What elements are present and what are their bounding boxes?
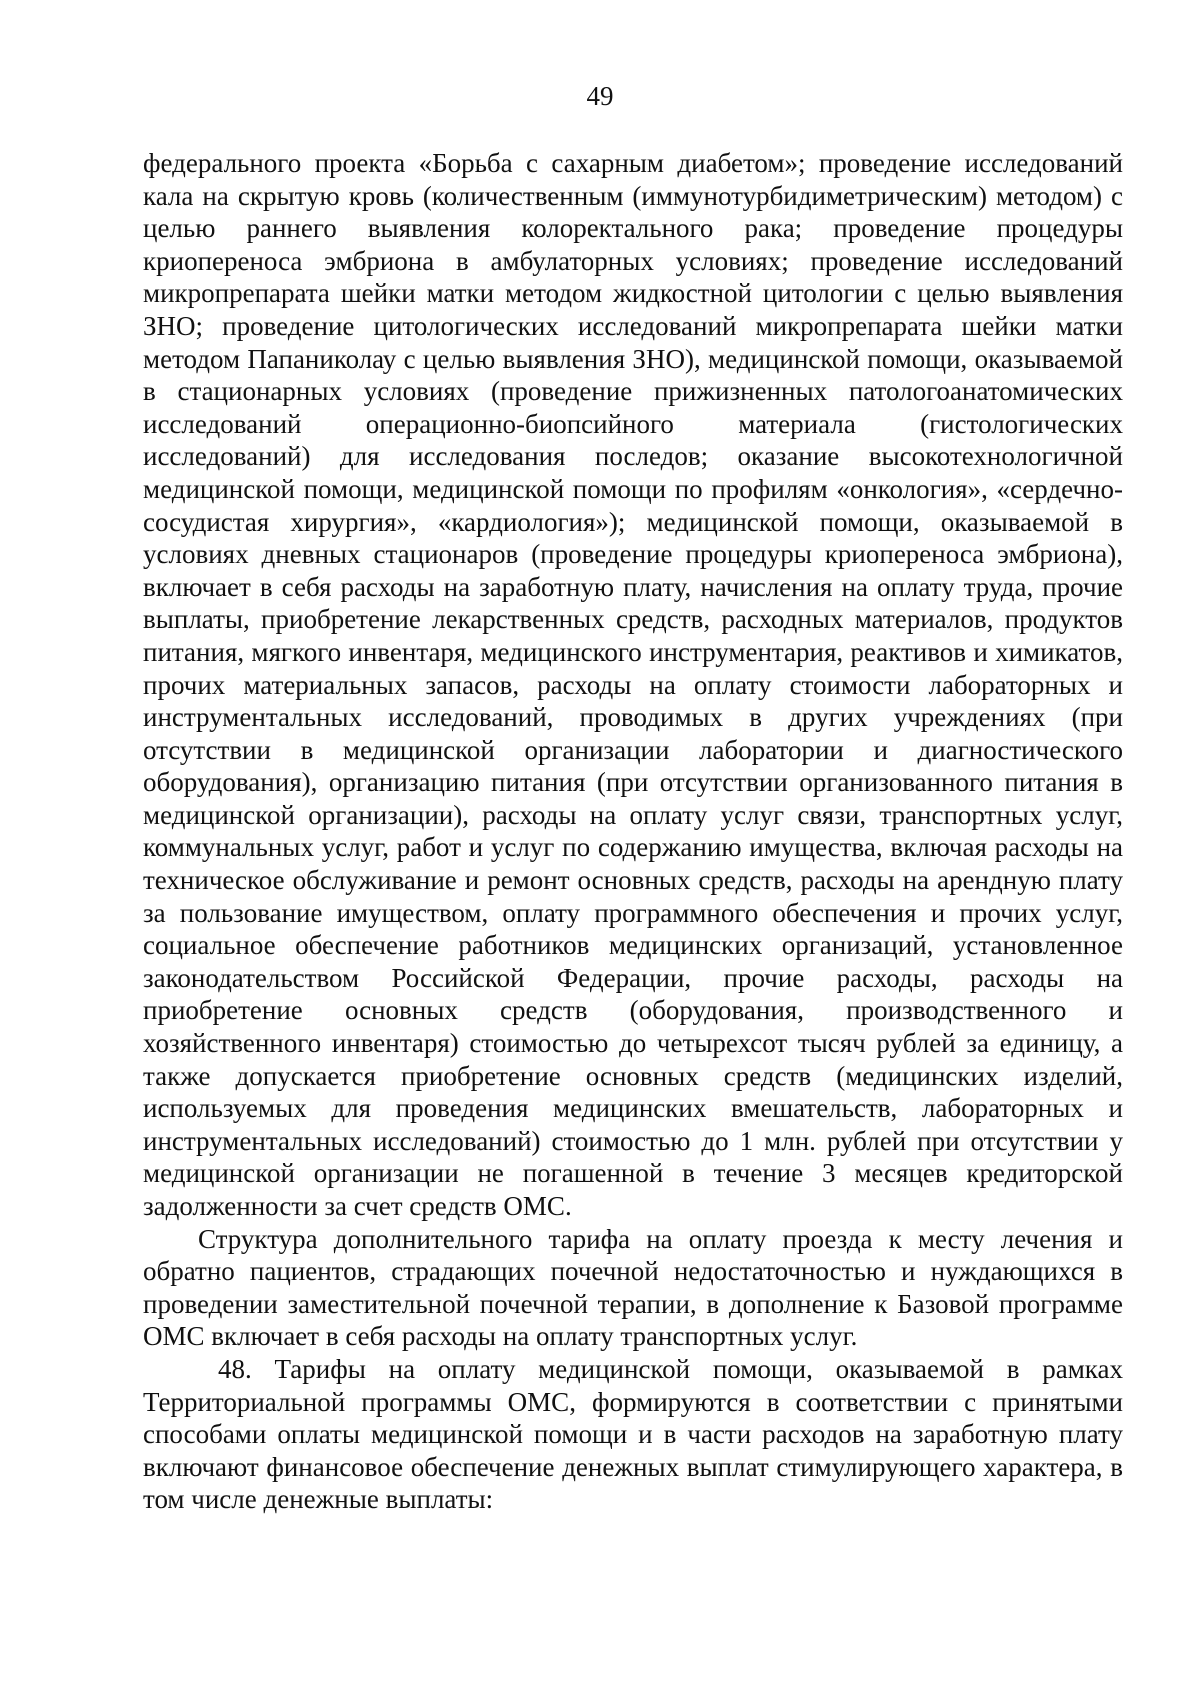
paragraph-continuation: федерального проекта «Борьба с сахарным диабетом»; проведение исследований кала на скрытую кровь (количественным (иммунотурбидиметрическим) методом) с целью раннего выявления колоректального рака; проведение процедуры криопереноса эмбриона в амбулаторных условиях; проведение исследований микропрепарата шейки матки методом жидкостной цитологии с целью выявления ЗНО; проведение цитологических исследований микропрепарата шейки матки методом Папаниколау с целью выявления ЗНО), медицинской помощи, оказываемой в стационарных условиях (проведение прижизненных патологоанатомических исследований операционно-биопсийного материала (гистологических исследований) для исследования последов; оказание высокотехнологичной медицинской помощи, медицинской помощи по профилям «онкология», «сердечно-сосудистая хирургия», «кардиология»); медицинской помощи, оказываемой в условиях дневных стационаров (проведение процедуры криопереноса эмбриона), включает в себя расходы на заработную плату, начисления на оплату труда, прочие выплаты, приобретение лекарственных средств, расходных материалов, продуктов питания, мягкого инвентаря, медицинского инструментария, реактивов и химикатов, прочих материальных запасов, расходы на оплату стоимости лабораторных и инструментальных исследований, проводимых в других учреждениях (при отсутствии в медицинской организации лаборатории и диагностического оборудования), организацию питания (при отсутствии организованного питания в медицинской организации), расходы на оплату услуг связи, транспортных услуг, коммунальных услуг, работ и услуг по содержанию имущества, включая расходы на техническое обслуживание и ремонт основных средств, расходы на арендную плату за пользование имуществом, оплату программного обеспечения и прочих услуг, социальное обеспечение работников медицинских организаций, установленное законодательством Российской Федерации, прочие расходы, расходы на приобретение основных средств (оборудования, производственного и хозяйственного инвентаря) стоимостью до четырехсот тысяч рублей за единицу, а также допускается приобретение основных средств (медицинских изделий, используемых для проведения медицинских вмешательств, лабораторных и инструментальных исследований) стоимостью до 1 млн. рублей при отсутствии у медицинской организации не погашенной в течение 3 месяцев кредиторской задолженности за счет средств ОМС. — [143, 148, 1123, 1221]
paragraph-item-48: 48. Тарифы на оплату медицинской помощи, оказываемой в рамках Территориальной программы ОМС, формируются в соответствии с принятыми способами оплаты медицинской помощи и в части расходов на заработную плату включают финансовое обеспечение денежных выплат стимулирующего характера, в том числе денежные выплаты: — [143, 1353, 1123, 1515]
document-body — [143, 147, 1123, 1516]
page-number: 49 — [586, 81, 614, 111]
paragraph-tariff-structure: Структура дополнительного тарифа на оплату проезда к месту лечения и обратно пациентов, страдающих почечной недостаточностью и нуждающихся в проведении заместительной почечной терапии, в дополнение к Базовой программе ОМС включает в себя расходы на оплату транспортных услуг. — [143, 1223, 1123, 1352]
